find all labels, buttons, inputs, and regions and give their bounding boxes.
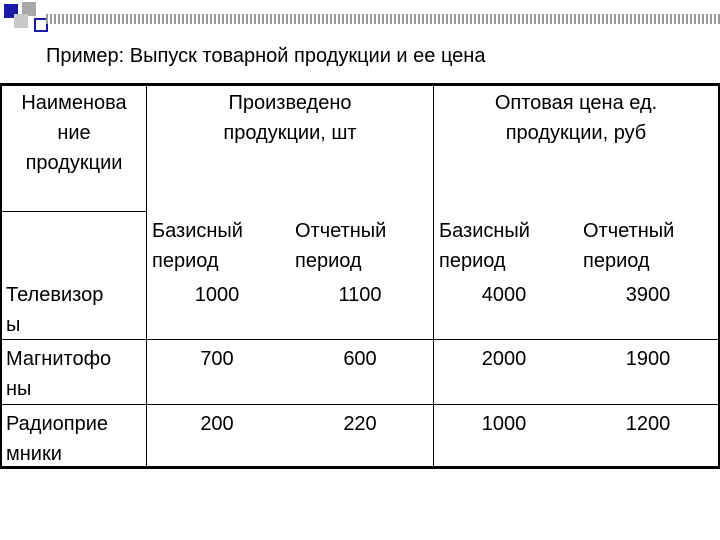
top-dotted-rule <box>46 14 720 24</box>
table-row-name: Телевизор ы <box>6 284 104 336</box>
table-row-name: Магнитофо ны <box>6 348 112 400</box>
name-header-divider <box>0 211 146 212</box>
table-cell: 220 <box>343 413 377 435</box>
table-cell: 2000 <box>481 348 527 370</box>
table-cell: 700 <box>200 348 234 370</box>
table-top-border <box>0 83 720 86</box>
table-cell: 4000 <box>481 284 527 306</box>
header-name: Наименова ние продукции <box>21 92 127 174</box>
table-cell: 1900 <box>625 348 671 370</box>
slide-title: Пример: Выпуск товарной продукции и ее цена <box>46 45 486 67</box>
table-cell: 1000 <box>194 284 240 306</box>
table-cell: 1100 <box>338 284 382 306</box>
table-cell: 1000 <box>481 413 527 435</box>
row-divider-1 <box>0 339 720 340</box>
subheader-prod-base: Базисный период <box>152 220 243 272</box>
subheader-prod-report: Отчетный период <box>295 220 387 272</box>
table-cell: 3900 <box>625 284 671 306</box>
subheader-price-base: Базисный период <box>439 220 530 272</box>
header-price: Оптовая цена ед. продукции, руб <box>494 92 658 144</box>
subheader-price-report: Отчетный период <box>583 220 675 272</box>
table-cell: 1200 <box>625 413 671 435</box>
table-row-name: Радиоприе мники <box>6 413 109 465</box>
table-cell: 600 <box>343 348 377 370</box>
header-produced: Произведено продукции, шт <box>223 92 357 144</box>
corner-square-light <box>14 14 28 28</box>
table-cell: 200 <box>200 413 234 435</box>
row-divider-2 <box>0 404 720 405</box>
